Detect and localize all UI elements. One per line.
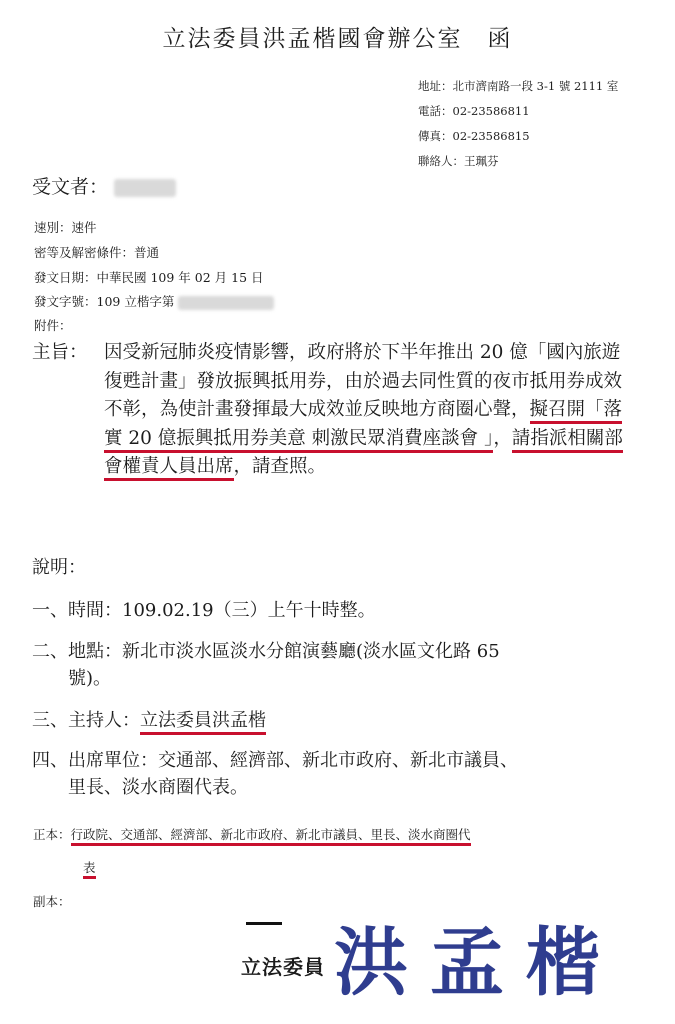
meta-attachment: 附件：: [34, 318, 72, 333]
copies-main-label: 正本：: [33, 827, 71, 842]
meta-ref-line: [34, 292, 274, 310]
copies-main-text: 行政院、交通部、經濟部、新北市政府、新北市議員、里長、淡水商圈代: [71, 827, 471, 846]
signature-dash: [246, 922, 282, 925]
contact-fax: 傳真：02-23586815: [418, 129, 530, 143]
explain-item-4: 四、出席單位：交通部、經濟部、新北市政府、新北市議員、: [32, 750, 518, 771]
letter-title: 立法委員洪孟楷國會辦公室 函: [162, 26, 513, 52]
explain-item-2-cont: 號)。: [68, 668, 112, 689]
subject-body: [104, 339, 632, 482]
subject-underline-2: 請指派相關部會權責人員出席: [104, 428, 623, 482]
signature-name-seal: [330, 918, 620, 1002]
meta-date: 發文日期：中華民國 109 年 02 月 15 日: [34, 270, 264, 285]
subject-block: [32, 339, 632, 482]
meta-ref: 發文字號：109 立楷字第: [34, 294, 175, 309]
copies-main-cont: 表: [83, 858, 96, 876]
explain-label: 說明：: [32, 557, 86, 578]
subject-text-3: ，請查照。: [233, 456, 327, 477]
recipient-line: [32, 172, 176, 199]
copies-cc-label: 副本：: [33, 894, 71, 909]
subject-text-2: ，: [493, 427, 512, 449]
contact-person: 聯絡人：王珮芬: [418, 154, 499, 168]
contact-phone: 電話：02-23586811: [418, 104, 530, 118]
explain-item-4-cont: 里長、淡水商圈代表。: [68, 777, 248, 798]
explain-item-1: 一、時間：109.02.19（三）上午十時整。: [32, 600, 376, 621]
explain-item-3-host: 立法委員洪孟楷: [140, 710, 266, 735]
signature-name: 洪孟楷: [334, 920, 620, 1002]
redacted-recipient: [114, 179, 176, 197]
explain-item-2: 二、地點：新北市淡水區淡水分館演藝廳(淡水區文化路 65: [32, 641, 500, 662]
signature-title: 立法委員: [241, 955, 325, 979]
explain-item-3-label: 三、主持人：: [32, 710, 140, 731]
meta-secrecy: 密等及解密條件：普通: [34, 245, 160, 260]
contact-address: 地址：北市濟南路一段 3-1 號 2111 室: [418, 79, 619, 93]
subject-label: 主旨：: [32, 342, 88, 363]
redacted-ref-number: [178, 296, 274, 310]
recipient-label: 受文者：: [32, 176, 109, 198]
subject-text-1: 因受新冠肺炎疫情影響，政府將於下半年推出 20 億「國內旅遊復甦計畫」發放振興抵用券，由於過去同性質的夜市抵用券成效不彰，為使計畫發揮最大成效並反映地方商圈心聲，: [104, 342, 623, 420]
copies-main: [33, 825, 471, 843]
explain-item-3: [32, 706, 266, 732]
meta-speed: 速別：速件: [34, 220, 97, 235]
subject-underline-1: 擬召開「落實 20 億振興抵用券美意 刺激民眾消費座談會 」: [104, 399, 622, 453]
